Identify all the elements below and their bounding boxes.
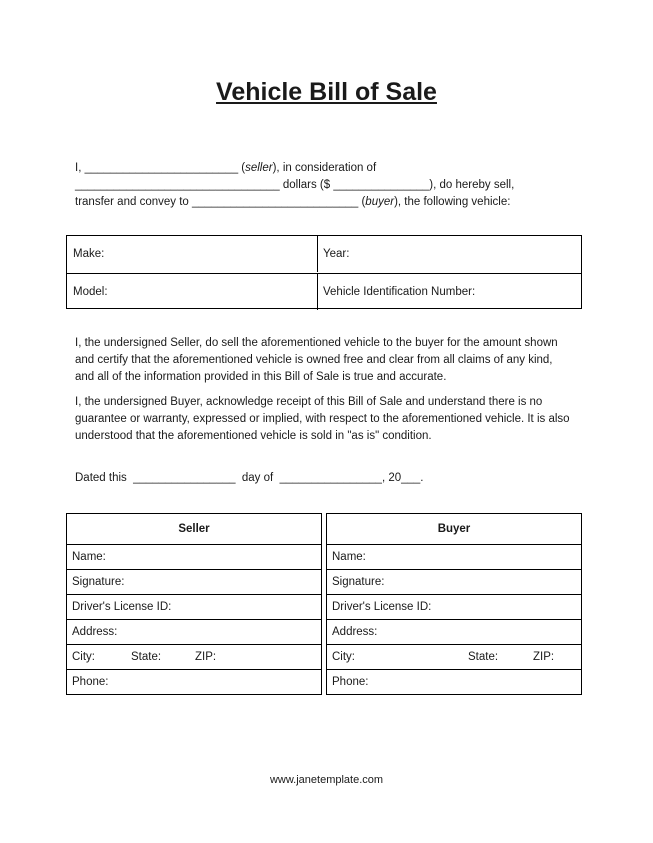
buyer-license-field: Driver's License ID:: [327, 595, 581, 620]
make-field: Make:: [67, 236, 318, 272]
seller-table: [66, 513, 322, 695]
seller-header: Seller: [67, 514, 321, 545]
intro-line-1a: I, ________________________ (: [75, 162, 246, 174]
buyer-name-field: Name:: [327, 545, 581, 570]
document-title: Vehicle Bill of Sale: [216, 78, 437, 106]
buyer-phone-field: Phone:: [332, 676, 369, 688]
seller-city-row: [67, 645, 321, 670]
seller-signature-field: Signature:: [67, 570, 321, 595]
seller-certification-paragraph: I, the undersigned Seller, do sell the aforementioned vehicle to the buyer for the amount shown and certify that the aforementioned vehicle is owned free and clear from all claims of any kind, and all of the information provided in this Bill of Sale is true and accurate.: [75, 337, 558, 383]
buyer-table: [326, 513, 582, 695]
buyer-address-field: Address:: [327, 620, 581, 645]
year-field: Year:: [323, 248, 350, 260]
seller-city-label: City:: [72, 651, 95, 663]
seller-address-field: Address:: [67, 620, 321, 645]
model-field: Model:: [67, 274, 318, 310]
seller-state-label: State:: [131, 651, 162, 663]
intro-line-1: [75, 160, 575, 177]
buyer-signature-field: Signature:: [327, 570, 581, 595]
seller-name-field: Name:: [67, 545, 321, 570]
intro-line-3a: transfer and convey to __________________________ (: [75, 196, 366, 208]
vin-field: Vehicle Identification Number:: [323, 286, 476, 298]
dated-line: Dated this ________________ day of ________________, 20___.: [75, 472, 424, 484]
intro-line-3: [75, 194, 575, 211]
seller-license-field: Driver's License ID:: [67, 595, 321, 620]
buyer-city-label: City:: [332, 651, 355, 663]
vehicle-row-1: [67, 236, 581, 272]
seller-phone-field: Phone:: [72, 676, 109, 688]
intro-line-3b: ), the following vehicle:: [394, 196, 511, 208]
vehicle-row-2: [67, 273, 581, 310]
buyer-acknowledgement-paragraph: I, the undersigned Buyer, acknowledge receipt of this Bill of Sale and understand there is no guarantee or warranty, expressed or implied, with respect to the aforementioned vehicle. It is also understood that the aforementioned vehicle is sold in "as is" condition.: [75, 396, 570, 442]
intro-line-2: ________________________________ dollars ($ _______________), do hereby sell,: [75, 179, 515, 191]
seller-word: seller: [245, 162, 273, 174]
buyer-header: Buyer: [327, 514, 581, 545]
seller-zip-label: ZIP:: [195, 651, 217, 663]
vehicle-table: [66, 235, 582, 309]
buyer-city-row: [327, 645, 581, 670]
buyer-state-label: State:: [468, 651, 499, 663]
footer-url[interactable]: www.janetemplate.com: [269, 774, 384, 786]
intro-line-1b: ), in consideration of: [272, 162, 377, 174]
buyer-word: buyer: [365, 196, 395, 208]
buyer-zip-label: ZIP:: [533, 651, 555, 663]
